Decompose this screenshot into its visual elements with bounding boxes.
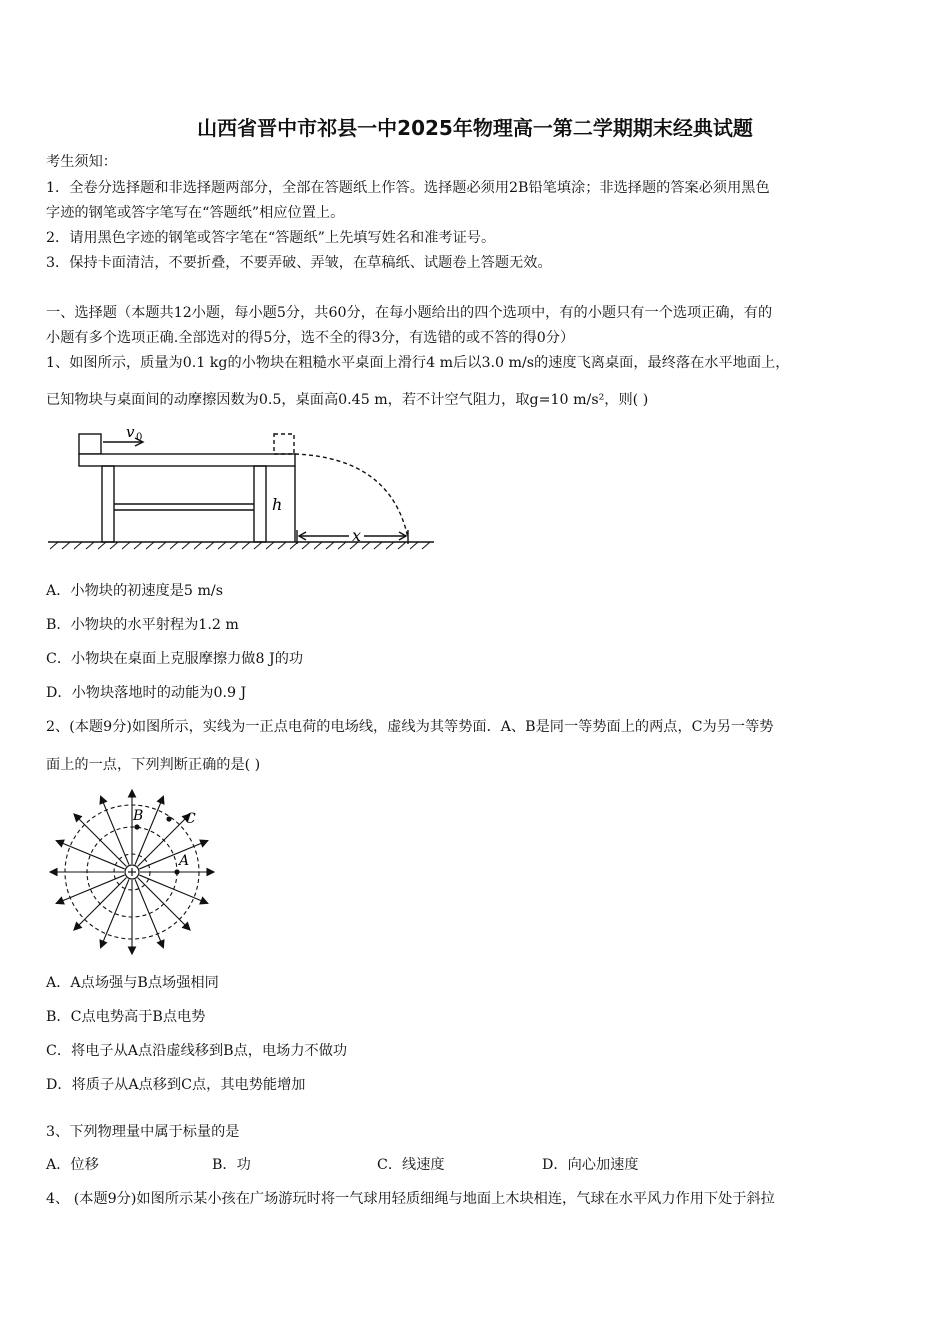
point-a-label: A — [179, 853, 190, 869]
q4-stem-line-1: 4、 (本题9分)如图所示某小孩在广场游玩时将一气球用轻质细绳与地面上木块相连，气球在水平风力作用下处于斜拉 — [46, 1191, 775, 1207]
q1-option-d[interactable]: D．小物块落地时的动能为0.9 J — [46, 685, 247, 701]
point-c-label: C — [185, 811, 196, 827]
notice-heading: 考生须知： — [46, 154, 117, 170]
q2-option-b[interactable]: B．C点电势高于B点电势 — [46, 1009, 206, 1025]
field-line-arrowhead — [50, 869, 57, 876]
notice-line-3: 2．请用黑色字迹的钢笔或答字笔在“答题纸”上先填写姓名和准考证号。 — [46, 230, 496, 246]
q3-option-d[interactable]: D．向心加速度 — [542, 1157, 639, 1173]
range-label: x — [352, 526, 362, 545]
q2-stem-line-1: 2、(本题9分)如图所示，实线为一正点电荷的电场线，虚线为其等势面．A、B是同一等势面上的两点，C为另一等势 — [46, 719, 774, 735]
field-line-arrowhead — [207, 869, 214, 876]
field-line-arrowhead — [100, 940, 106, 948]
q2-stem-line-2: 面上的一点，下列判断正确的是( ) — [46, 757, 261, 773]
section-intro-line-2: 小题有多个选项正确.全部选对的得5分，选不全的得3分，有选错的或不答的得0分） — [46, 330, 575, 346]
field-line-arrowhead — [200, 897, 208, 903]
notice-line-1: 1．全卷分选择题和非选择题两部分，全部在答题纸上作答。选择题必须用2B铅笔填涂；非选择题的答案必须用黑色 — [46, 180, 770, 196]
q3-option-c[interactable]: C．线速度 — [377, 1157, 445, 1173]
field-line-arrowhead — [200, 840, 208, 846]
field-line-arrowhead — [129, 790, 136, 797]
field-line-arrowhead — [100, 796, 106, 804]
field-line-arrowhead — [157, 796, 163, 804]
q1-option-c[interactable]: C．小物块在桌面上克服摩擦力做8 J的功 — [46, 651, 304, 667]
q3-option-a[interactable]: A．位移 — [46, 1157, 99, 1173]
notice-line-4: 3．保持卡面清洁，不要折叠，不要弄破、弄皱，在草稿纸、试题卷上答题无效。 — [46, 255, 552, 271]
point-b-label: B — [133, 808, 144, 824]
section-intro-line-1: 一、选择题（本题共12小题，每小题5分，共60分，在每小题给出的四个选项中，有的小题只有一个选项正确，有的 — [46, 305, 773, 321]
q1-stem-line-2: 已知物块与桌面间的动摩擦因数为0.5，桌面高0.45 m，若不计空气阻力，取g=10 m/s²，则( ) — [46, 392, 649, 408]
exam-title: 山西省晋中市祁县一中2025年物理高一第二学期期末经典试题 — [197, 116, 753, 140]
q1-stem-line-1: 1、如图所示，质量为0.1 kg的小物块在粗糙水平桌面上滑行4 m后以3.0 m/s的速度飞离桌面，最终落在水平地面上， — [46, 355, 790, 371]
q2-option-d[interactable]: D．将质子从A点移到C点，其电势能增加 — [46, 1077, 306, 1093]
q3-stem: 3、下列物理量中属于标量的是 — [46, 1124, 240, 1140]
q2-option-a[interactable]: A．A点场强与B点场强相同 — [46, 975, 219, 991]
field-line-arrowhead — [129, 947, 136, 954]
height-label: h — [272, 495, 283, 514]
notice-line-2: 字迹的钢笔或答字笔写在“答题纸”相应位置上。 — [46, 205, 345, 221]
q1-table-figure — [46, 418, 438, 553]
q3-option-b[interactable]: B．功 — [212, 1157, 251, 1173]
q1-option-b[interactable]: B．小物块的水平射程为1.2 m — [46, 617, 239, 633]
q2-field-figure — [46, 786, 221, 958]
v0-subscript: 0 — [136, 432, 143, 443]
q2-option-c[interactable]: C．将电子从A点沿虚线移到B点，电场力不做功 — [46, 1043, 348, 1059]
q1-option-a[interactable]: A．小物块的初速度是5 m/s — [46, 583, 223, 599]
field-line-arrowhead — [56, 897, 64, 903]
field-line-arrowhead — [157, 940, 163, 948]
field-line-arrowhead — [56, 840, 64, 846]
v0-label: v — [126, 423, 135, 441]
